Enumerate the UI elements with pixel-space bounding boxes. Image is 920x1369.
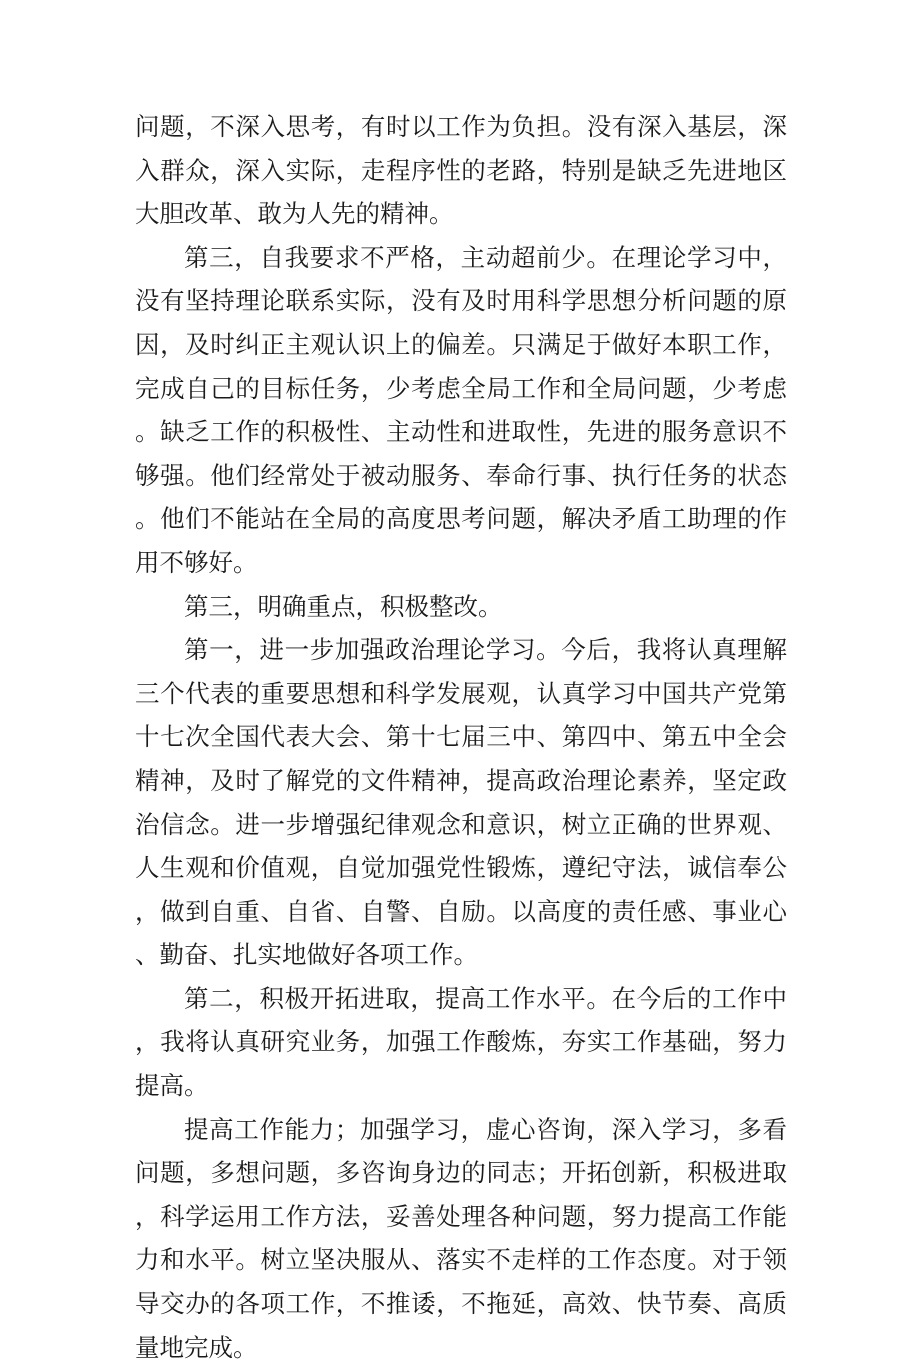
paragraph-1: 问题，不深入思考，有时以工作为负担。没有深入基层，深入群众，深入实际，走程序性的老路，特别是缺乏先进地区大胆改革、敢为人先的精神。 [135,112,787,229]
document-body [135,105,787,1369]
paragraph-4: 第一，进一步加强政治理论学习。今后，我将认真理解三个代表的重要思想和科学发展观，认真学习中国共产党第十七次全国代表大会、第十七届三中、第四中、第五中全会精神，及时了解党的文件精神，提高政治理论素养，坚定政治信念。进一步增强纪律观念和意识，树立正确的世界观、人生观和价值观，自觉加强党性锻炼，遵纪守法，诚信奉公，做到自重、自省、自警、自励。以高度的责任感、事业心、勤奋、扎实地做好各项工作。 [135,635,787,970]
paragraph-2: 第三，自我要求不严格，主动超前少。在理论学习中，没有坚持理论联系实际，没有及时用科学思想分析问题的原因，及时纠正主观认识上的偏差。只满足于做好本职工作，完成自己的目标任务，少考虑全局工作和全局问题，少考虑。缺乏工作的积极性、主动性和进取性，先进的服务意识不够强。他们经常处于被动服务、奉命行事、执行任务的状态。他们不能站在全局的高度思考问题，解决矛盾工助理的作用不够好。 [135,242,787,577]
paragraph-5: 第二，积极开拓进取，提高工作水平。在今后的工作中，我将认真研究业务，加强工作酸炼，夯实工作基础，努力提高。 [135,983,787,1101]
paragraph-3: 第三，明确重点，积极整改。 [184,591,503,621]
paragraph-6: 提高工作能力；加强学习，虚心咨询，深入学习，多看问题，多想问题，多咨询身边的同志；开拓创新，积极进取，科学运用工作方法，妥善处理各种问题，努力提高工作能力和水平。树立坚决服从、落实不走样的工作态度。对于领导交办的各项工作，不推诿，不拖延，高效、快节奏、高质量地完成。 [135,1114,787,1362]
